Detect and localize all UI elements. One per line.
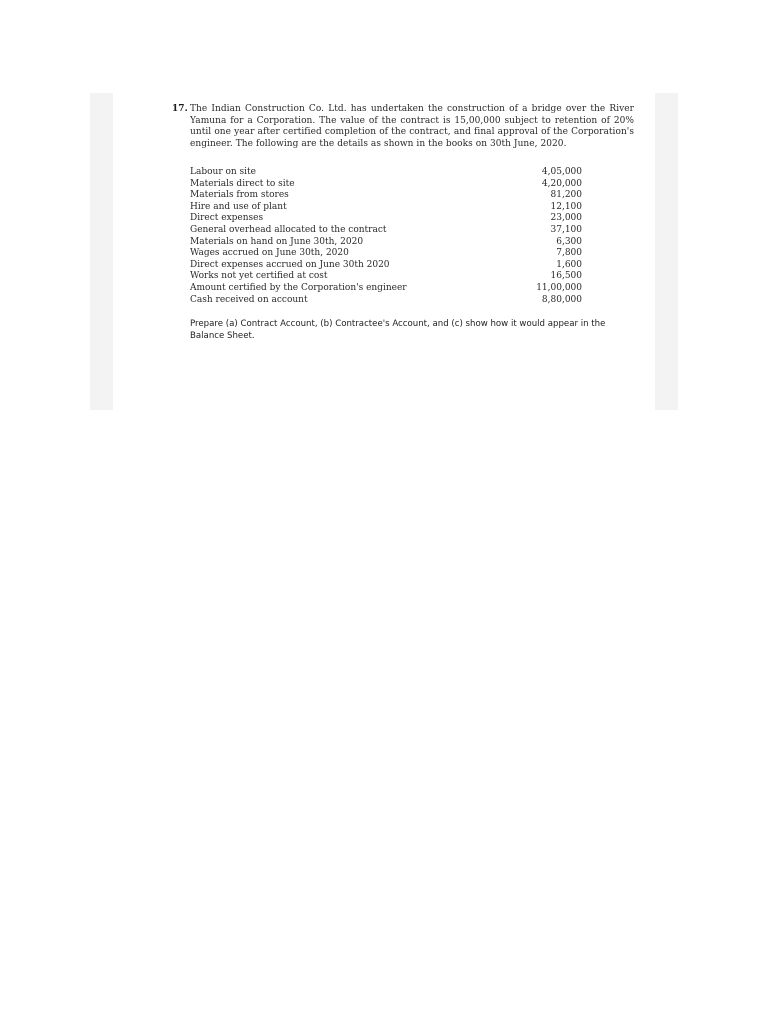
detail-label: Materials direct to site [190,178,295,189]
detail-label: Works not yet certified at cost [190,271,328,282]
detail-amount: 1,600 [556,259,582,270]
detail-amount: 8,80,000 [541,294,582,305]
detail-amount: 4,05,000 [541,167,582,177]
contract-details-body [190,167,582,306]
detail-amount: 23,000 [550,213,582,224]
detail-amount: 6,300 [556,236,582,247]
detail-amount: 4,20,000 [541,178,582,189]
detail-label: Direct expenses [190,213,264,224]
detail-row [190,260,582,272]
detail-row [190,271,582,283]
detail-label: Direct expenses accrued on June 30th 2020 [190,259,390,270]
detail-row [190,283,582,295]
detail-row [190,237,582,249]
detail-label: Cash received on account [190,294,308,305]
question-number: 17. [172,104,188,114]
detail-amount: 7,800 [556,248,582,259]
detail-amount: 37,100 [550,224,582,235]
detail-row [190,248,582,260]
question-text: The Indian Construction Co. Ltd. has undertaken the construction of a bridge over the River Yamuna for a Corporation. The value of the contract is 15,00,000 subject to retention of 20% until one year after certified completion of the contract, and final approval of the Corporation's engineer. The following are the details as shown in the books on 30th June, 2020. [190,104,634,149]
detail-amount: 81,200 [550,190,582,201]
detail-label: Materials on hand on June 30th, 2020 [190,236,364,247]
detail-row [190,295,582,307]
question-paragraph [172,104,634,150]
detail-amount: 11,00,000 [536,282,582,293]
instruction-text: Prepare (a) Contract Account, (b) Contractee's Account, and (c) show how it would appear in the Balance Sheet. [190,319,606,341]
detail-row [190,225,582,237]
detail-row [190,179,582,191]
detail-row [190,202,582,214]
detail-row [190,190,582,202]
detail-label: Wages accrued on June 30th, 2020 [190,248,349,259]
detail-amount: 16,500 [550,271,582,282]
question-block [172,104,634,342]
detail-row [190,167,582,179]
detail-label: General overhead allocated to the contract [190,224,387,235]
detail-label: Amount certified by the Corporation's engineer [190,282,407,293]
detail-label: Materials from stores [190,190,289,201]
detail-amount: 12,100 [550,201,582,212]
detail-label: Labour on site [190,167,256,177]
detail-label: Hire and use of plant [190,201,287,212]
contract-details-table [190,167,582,306]
detail-row [190,213,582,225]
